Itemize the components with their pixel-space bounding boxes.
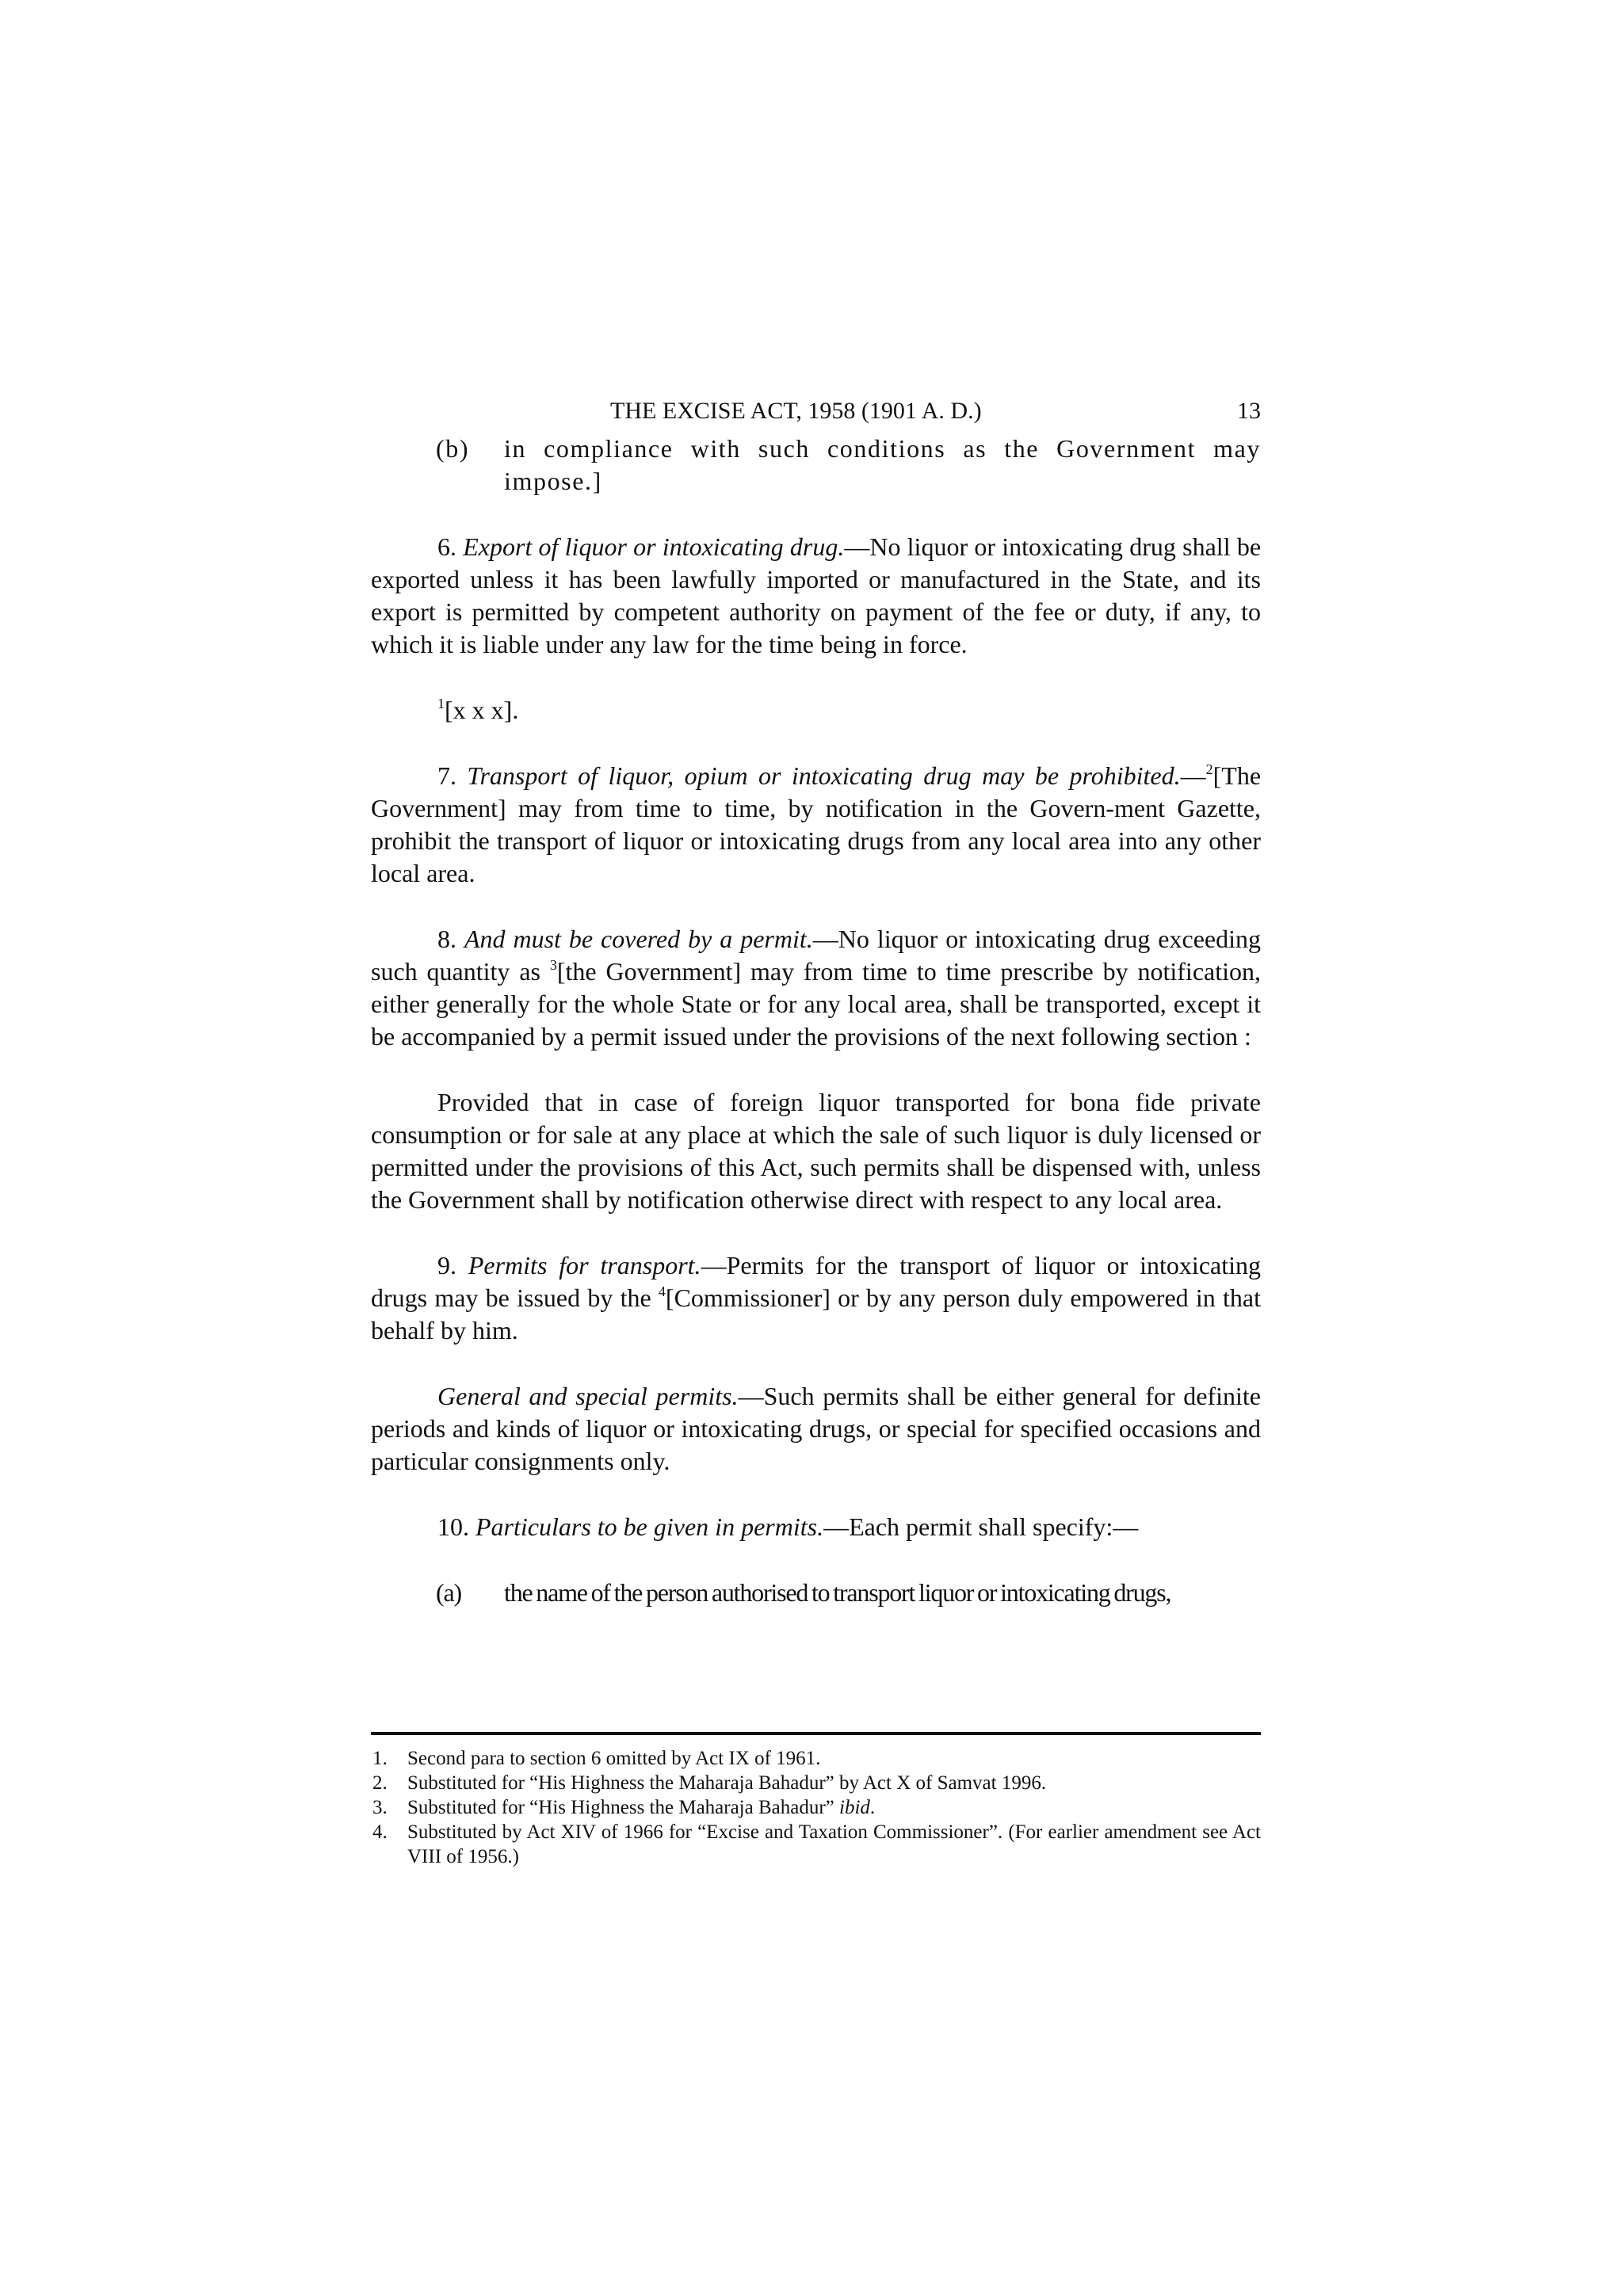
section-8: [371, 923, 1261, 1053]
page-body: [371, 395, 1261, 1609]
section-9-number: 9.: [437, 1251, 456, 1280]
section-7-number: 7.: [437, 761, 456, 790]
footnote-number: 1.: [372, 1748, 388, 1769]
section-7-dash: —: [1180, 761, 1206, 790]
clause-a: [371, 1577, 1261, 1609]
footnote-ref-4: 4: [658, 1283, 666, 1299]
proviso: [371, 1086, 1261, 1216]
footnote-ref-3: 3: [549, 957, 557, 973]
section-10-text: —Each permit shall specify:—: [823, 1512, 1139, 1541]
footnote-2: [371, 1771, 1261, 1795]
clause-b: [371, 433, 1261, 498]
section-8-heading: And must be covered by a permit.: [464, 925, 813, 953]
section-8-number: 8.: [437, 925, 456, 953]
section-10-heading: Particulars to be given in permits.: [475, 1512, 824, 1541]
section-7-text: [The Government] may from time to time, by notification in the Govern-ment Gazette, prohibit the transport of liquor or intoxicating drugs from any local area into any other local area.: [371, 761, 1262, 887]
footnote-text: Substituted by Act XIV of 1966 for “Excise and Taxation Commissioner”. (For earlier amendment see Act VIII of 1956.): [407, 1821, 1261, 1867]
footnote-number: 4.: [372, 1821, 388, 1843]
clause-b-text: in compliance with such conditions as the Government may impose.]: [504, 434, 1261, 495]
footnote-ref-2: 2: [1205, 761, 1213, 777]
footnote-ref-1: 1: [437, 696, 445, 711]
general-permits-heading: General and special permits.: [437, 1382, 739, 1410]
footnote-ibid: ibid: [839, 1797, 870, 1818]
clause-a-text: the name of the person authorised to transport liquor or intoxicating drugs,: [504, 1578, 1171, 1607]
clause-a-label: (a): [436, 1578, 461, 1607]
section-9-text-after: [Commissioner] or by any person duly empowered in that behalf by him.: [371, 1283, 1262, 1344]
section-10-number: 10.: [437, 1512, 469, 1541]
footnote-number: 2.: [372, 1772, 388, 1794]
omitted-paragraph: [371, 694, 1261, 727]
footnote-text: Substituted for “His Highness the Maharaja Bahadur”: [407, 1797, 840, 1818]
footnote-3: [371, 1795, 1261, 1820]
footnote-text: Second para to section 6 omitted by Act IX of 1961.: [407, 1748, 821, 1769]
page-number: 13: [1237, 398, 1261, 424]
section-9-text-before: —Permits for the transport of liquor or intoxicating drugs may be issued by the: [371, 1251, 1262, 1312]
section-7: [371, 760, 1261, 890]
general-special-permits: [371, 1380, 1261, 1478]
section-6-text: —No liquor or intoxicating drug shall be exported unless it has been lawfully imported or manufactured in the State, and its export is permitted by competent authority on payment of the fee or duty, if any, to which it is liable under any law for the time being in force.: [371, 532, 1262, 658]
footnote-text-end: .: [869, 1797, 876, 1818]
section-9-heading: Permits for transport.: [468, 1251, 701, 1280]
clause-b-label: (b): [436, 434, 470, 463]
section-6-heading: Export of liquor or intoxicating drug.: [463, 532, 845, 561]
section-8-text-before: —No liquor or intoxicating drug exceeding such quantity as: [371, 925, 1262, 986]
footnote-number: 3.: [372, 1797, 388, 1818]
running-header: [371, 395, 1261, 431]
section-6-number: 6.: [437, 532, 456, 561]
footnote-text-wrap: [407, 1795, 1261, 1820]
footnote-4: [371, 1820, 1261, 1869]
general-permits-text: —Such permits shall be either general for definite periods and kinds of liquor or intoxicating drugs, or special for specified occasions and particular consignments only.: [371, 1382, 1262, 1475]
section-9: [371, 1249, 1261, 1347]
footnotes: [371, 1732, 1261, 1869]
header-title: THE EXCISE ACT, 1958 (1901 A. D.): [610, 398, 982, 424]
footnote-1: [371, 1746, 1261, 1771]
section-7-heading: Transport of liquor, opium or intoxicating drug may be prohibited.: [467, 761, 1181, 790]
proviso-text: Provided that in case of foreign liquor transported for bona fide private consumption or for sale at any place at which the sale of such liquor is duly licensed or permitted under the provisions of this Act, such permits shall be dispensed with, unless the Government shall by notification otherwise direct with respect to any local area.: [371, 1088, 1261, 1214]
footnote-text: Substituted for “His Highness the Maharaja Bahadur” by Act X of Samvat 1996.: [407, 1772, 1047, 1794]
section-6: [371, 531, 1261, 661]
section-10: [371, 1511, 1261, 1543]
section-8-text-after: [the Government] may from time to time prescribe by notification, either generally for the whole State or for any local area, shall be transported, except it be accompanied by a permit issued under the provisions of the next following section :: [371, 957, 1262, 1051]
omitted-text: [x x x].: [445, 696, 519, 724]
